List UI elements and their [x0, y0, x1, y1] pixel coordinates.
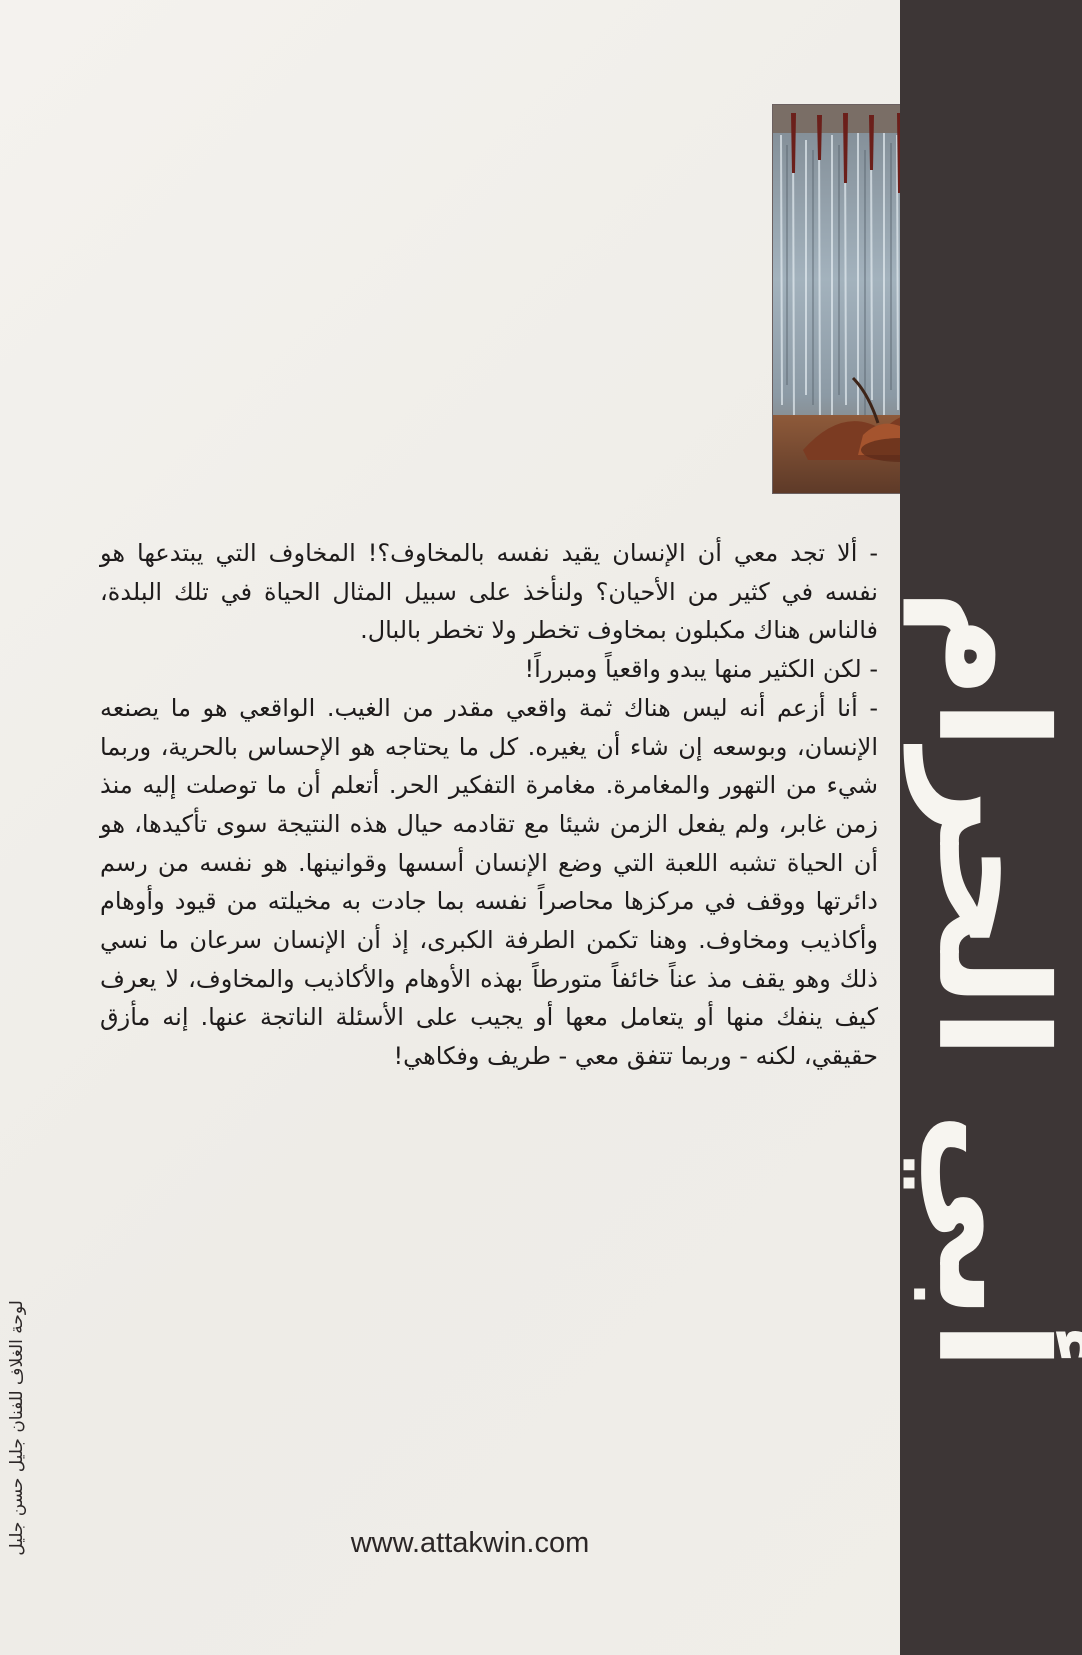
blurb-paragraph-2: - لكن الكثير منها يبدو واقعياً ومبرراً! [524, 655, 878, 684]
book-title: أبي الحرام [904, 588, 1079, 1372]
cover-art-credit-wrap [0, 1200, 34, 1655]
blurb-paragraph-1: - ألا تجد معي أن الإنسان يقيد نفسه بالمخاوف؟! المخاوف التي يبتدعها هو نفسه في كثير من الأحيان؟ ولنأخذ على سبيل المثال الحياة في تلك البلدة، فالناس هناك مكبلون بمخاوف تخطر ولا تخطر بالبال. [100, 539, 878, 645]
publisher-website: www.attakwin.com [350, 1527, 590, 1559]
blurb-text [100, 534, 878, 1076]
blurb-paragraph-3: - أنا أزعم أنه ليس هناك ثمة واقعي مقدر من الغيب. الواقعي هو ما يصنعه الإنسان، وبوسعه إن شاء أن يغيره. كل ما يحتاجه هو الإحساس بالحرية، وربما شيء من التهور والمغامرة. مغامرة التفكير الحر. أتعلم أن ما توصلت إليه منذ زمن غابر، ولم يفعل الزمن شيئا مع تقادمه حيال هذه النتيجة سوى تأكيدها، هو أن الحياة تشبه اللعبة التي وضع الإنسان أسسها وقوانينها. هو نفسه من رسم دائرتها ووقف في مركزها محاصراً نفسه بما جادت به مخيلته من قيود وأوهام وأكاذيب ومخاوف. وهنا تكمن الطرفة الكبرى، إذ أن الإنسان سرعان ما نسي ذلك وهو يقف مذ عناً خائفاً متورطاً بهذه الأوهام والأكاذيب والمخاوف، لا يعرف كيف ينفك منها أو يتعامل معها أو يجيب على الأسئلة الناتجة عنها. إنه مأزق حقيقي، لكنه - وربما تتفق معي - طريف وفكاهي! [100, 693, 878, 1071]
band-title-wrap [900, 588, 1082, 1372]
cover-art-credit: لوحة الغلاف للفنان جليل حسن جليل [7, 1299, 28, 1556]
spine-band [900, 0, 1082, 1655]
